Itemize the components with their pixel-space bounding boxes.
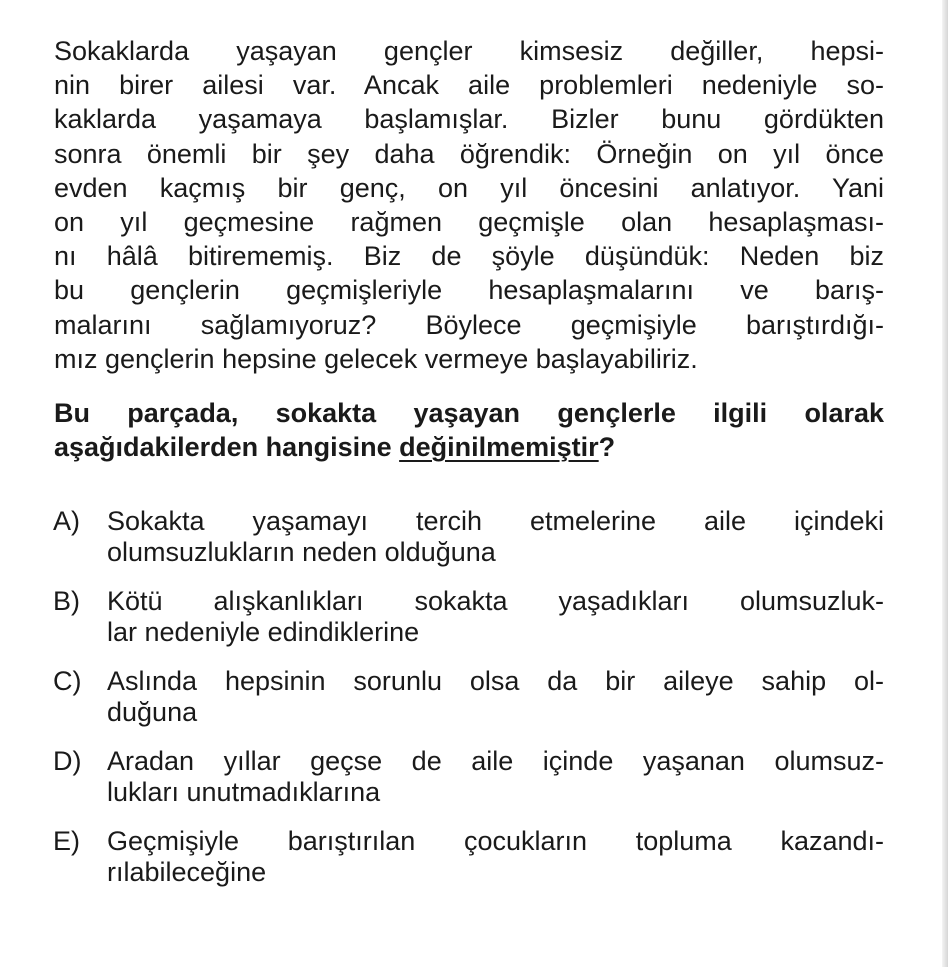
question-prefix: aşağıdakilerden hangisine: [54, 432, 400, 463]
passage-line: on yıl geçmesine rağmen geçmişle olan hesaplaşması-: [54, 207, 884, 238]
passage-line: nin birer ailesi var. Ancak aile problemleri nedeniyle so-: [54, 70, 884, 101]
answer-options: [54, 506, 884, 888]
passage-line: mız gençlerin hepsine gelecek vermeye başlayabiliriz.: [54, 343, 698, 374]
question-mark: ?: [598, 432, 616, 463]
passage-line: kaklarda yaşamaya başlamışlar. Bizler bunu gördükten: [54, 104, 884, 135]
question-negative-keyword: değinilmemiştir: [399, 432, 599, 463]
option-letter: A): [53, 506, 80, 537]
option-text-line: lukları unutmadıklarına: [107, 777, 381, 808]
question-stem: [54, 396, 884, 464]
option-a[interactable]: [54, 506, 884, 568]
question-line-2: [54, 430, 884, 464]
option-text-line: rılabileceğine: [107, 857, 267, 888]
option-b[interactable]: [54, 586, 884, 648]
passage-line: malarını sağlamıyoruz? Böylece geçmişiyle barıştırdığı-: [54, 309, 884, 340]
option-text: [107, 506, 884, 568]
page-edge-shadow: [942, 0, 948, 967]
option-letter: E): [53, 826, 80, 857]
option-text-line: lar nedeniyle edindiklerine: [107, 617, 420, 648]
passage-line: bu gençlerin geçmişleriyle hesaplaşmalarını ve barış-: [54, 275, 884, 306]
option-letter: D): [53, 746, 82, 777]
option-letter: B): [53, 586, 80, 617]
option-text-line: Kötü alışkanlıkları sokakta yaşadıkları olumsuzluk-: [107, 586, 884, 617]
option-text-line: Geçmişiyle barıştırılan çocukların topluma kazandı-: [107, 826, 884, 857]
option-text-line: Aslında hepsinin sorunlu olsa da bir aileye sahip ol-: [107, 666, 884, 697]
question-page: [54, 34, 884, 906]
passage-line: nı hâlâ bitirememiş. Biz de şöyle düşündük: Neden biz: [54, 241, 884, 272]
option-text: [107, 586, 884, 648]
option-text-line: Sokakta yaşamayı tercih etmelerine aile içindeki: [107, 506, 884, 537]
passage-line: evden kaçmış bir genç, on yıl öncesini anlatıyor. Yani: [54, 172, 884, 203]
question-line-1: Bu parçada, sokakta yaşayan gençlerle ilgili olarak: [54, 398, 884, 429]
reading-passage: [54, 34, 884, 376]
option-text-line: Aradan yıllar geçse de aile içinde yaşanan olumsuz-: [107, 746, 884, 777]
option-d[interactable]: [54, 746, 884, 808]
passage-line: Sokaklarda yaşayan gençler kimsesiz değiller, hepsi-: [54, 36, 884, 66]
option-letter: C): [53, 666, 82, 697]
option-text-line: duğuna: [107, 697, 198, 728]
option-c[interactable]: [54, 666, 884, 728]
option-text: [107, 746, 884, 808]
option-e[interactable]: [54, 826, 884, 888]
passage-line: sonra önemli bir şey daha öğrendik: Örneğin on yıl önce: [54, 138, 884, 169]
option-text: [107, 666, 884, 728]
option-text-line: olumsuzlukların neden olduğuna: [107, 537, 496, 568]
option-text: [107, 826, 884, 888]
